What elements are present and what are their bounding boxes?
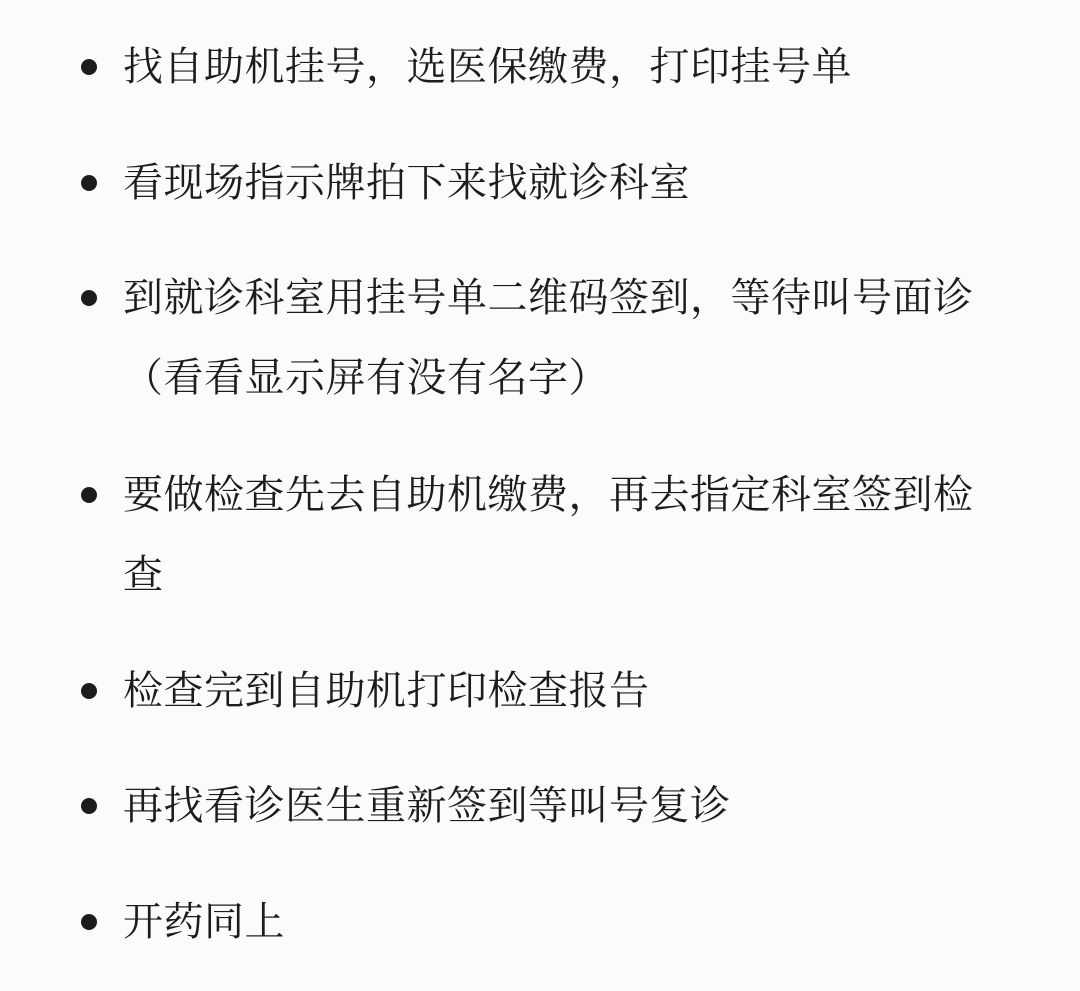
- list-item-text: 要做检查先去自助机缴费，再去指定科室签到检查: [123, 472, 974, 598]
- list-item-text: 再找看诊医生重新签到等叫号复诊: [123, 783, 731, 829]
- bullet-dot: [81, 798, 97, 814]
- list-item-text: 开药同上: [123, 899, 285, 945]
- bullet-dot: [81, 487, 97, 503]
- bullet-dot: [81, 175, 97, 191]
- list-item-text: 看现场指示牌拍下来找就诊科室: [123, 160, 690, 206]
- list-item-text: 检查完到自助机打印检查报告: [123, 668, 650, 714]
- list-item-text: 到就诊科室用挂号单二维码签到，等待叫号面诊（看看显示屏有没有名字）: [123, 275, 974, 401]
- list-item-text: 找自助机挂号，选医保缴费，打印挂号单: [123, 44, 852, 90]
- bullet-dot: [81, 290, 97, 306]
- bullet-dot: [81, 683, 97, 699]
- bullet-dot: [81, 59, 97, 75]
- bullet-dot: [81, 914, 97, 930]
